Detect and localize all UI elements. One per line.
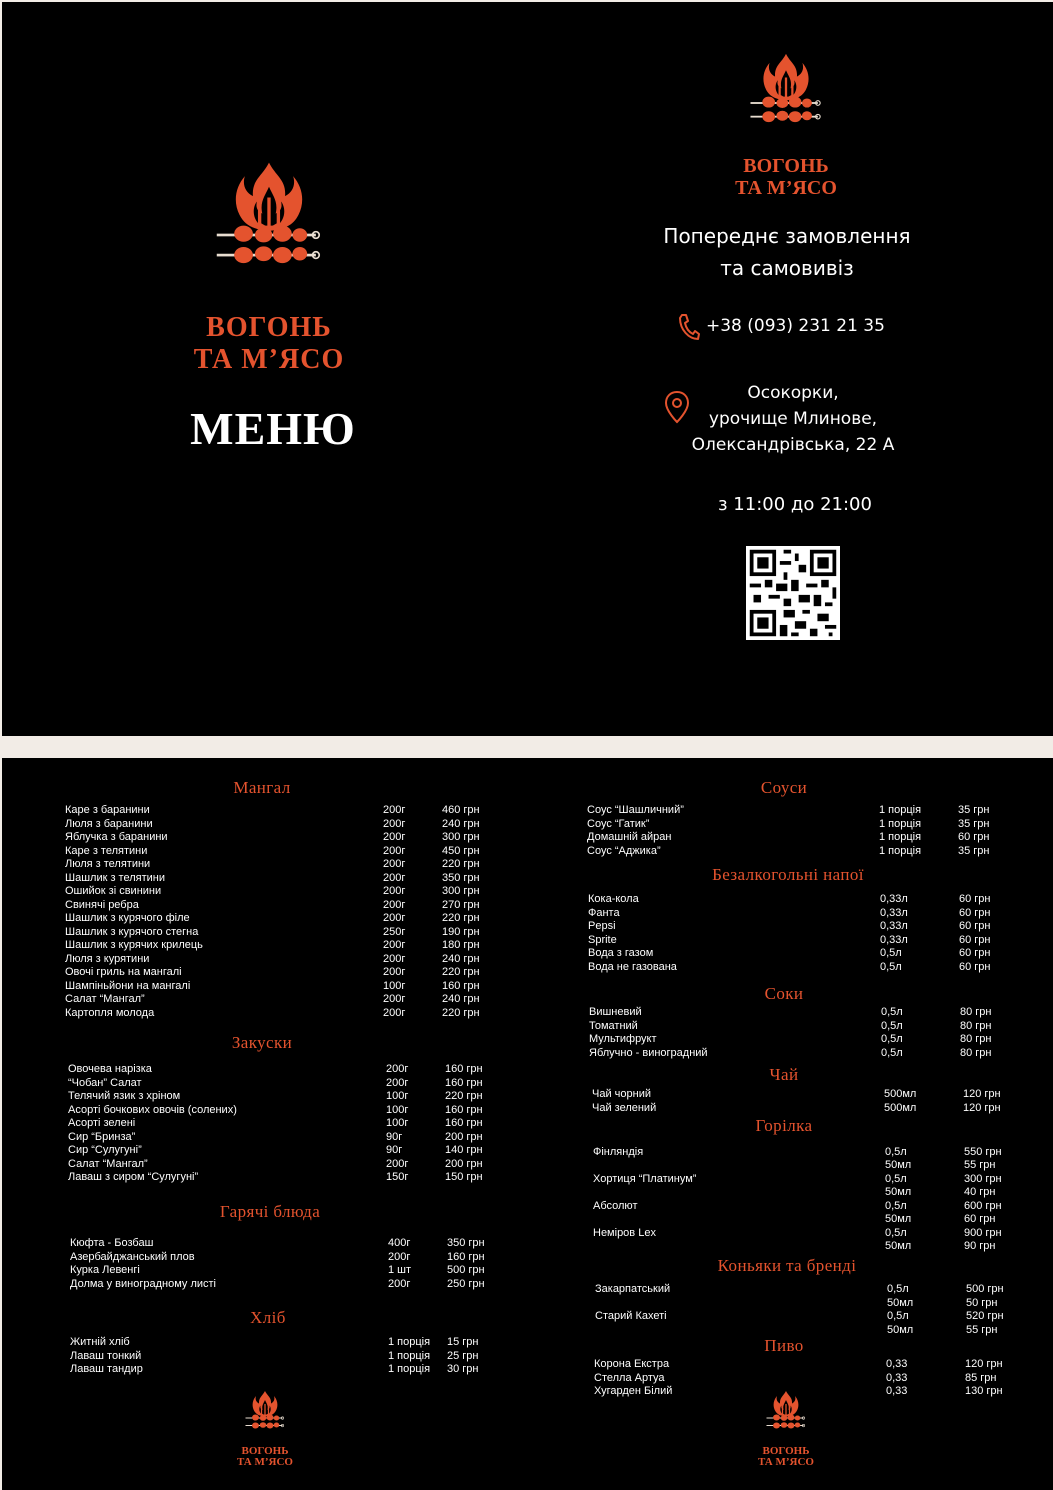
item-portion: 1 порція: [879, 831, 922, 843]
section-hot-items: [70, 1237, 510, 1291]
item-portion: 100г: [386, 1117, 409, 1129]
item-portion: 200г: [383, 966, 406, 978]
section-title-zakusky: Закуски: [231, 1033, 293, 1052]
menu-item-row: [68, 1077, 508, 1091]
menu-item-row: [594, 1358, 1034, 1372]
item-name: Фанта: [588, 906, 620, 919]
item-price: 300 грн: [442, 885, 480, 897]
item-name: Сир “Сулугуні”: [68, 1144, 142, 1156]
item-price: 60 грн: [959, 947, 991, 959]
item-price: 160 грн: [445, 1076, 483, 1089]
item-name: Вода з газом: [588, 947, 654, 959]
menu-item-row: [70, 1278, 510, 1292]
item-name: Салат “Мангал”: [68, 1157, 148, 1170]
item-name: Асорті бочкових овочів (солених): [68, 1103, 237, 1116]
menu-item-row: [65, 966, 505, 980]
item-name: Мультифрукт: [589, 1033, 657, 1045]
item-name: Вода не газована: [588, 960, 677, 973]
phone-number[interactable]: +38 (093) 231 21 35: [706, 316, 885, 336]
item-portion: 0,33л: [880, 933, 908, 946]
item-portion: 50мл: [885, 1240, 912, 1252]
section-zakusky-items: [68, 1063, 508, 1185]
item-portion: 100г: [386, 1103, 409, 1116]
menu-item-row: [68, 1090, 508, 1104]
item-portion: 500мл: [884, 1088, 917, 1100]
section-title-cognac: Коньяки та бренді: [717, 1256, 857, 1275]
item-portion: 0,5л: [885, 1145, 907, 1158]
menu-item-row: [65, 885, 505, 899]
menu-item-row: [587, 804, 1027, 818]
brand-name-line2: ТА М’ЯСО: [237, 1456, 293, 1468]
item-portion: 200г: [383, 912, 406, 924]
item-name: Каре з баранини: [65, 804, 150, 816]
menu-item-row: [68, 1104, 508, 1118]
item-name: Шашлик з курячих крилець: [65, 939, 203, 951]
brand-name-line2: ТА М’ЯСО: [735, 177, 837, 199]
item-portion: 50мл: [887, 1296, 914, 1309]
item-name: Корона Екстра: [594, 1358, 670, 1370]
item-portion: 0,5л: [885, 1199, 907, 1212]
section-title-soft: Безалкогольні напої: [712, 865, 864, 884]
item-portion: 200г: [386, 1063, 409, 1075]
item-name: Pepsi: [588, 920, 616, 932]
item-price: 500 грн: [447, 1264, 485, 1276]
menu-item-row: [68, 1117, 508, 1131]
item-portion: 250г: [383, 925, 406, 938]
menu-item-row: [65, 831, 505, 845]
menu-cover: [2, 2, 1053, 736]
item-portion: 1 порція: [879, 804, 922, 816]
section-title-beer: Пиво: [764, 1336, 804, 1355]
brand-logo-footer-left: [236, 1390, 294, 1468]
item-name: Картопля молода: [65, 1006, 155, 1019]
item-price: 80 грн: [960, 1006, 992, 1018]
menu-item-row: [65, 912, 505, 926]
item-price: 190 грн: [442, 925, 480, 938]
item-portion: 0,5л: [885, 1172, 907, 1185]
section-tea-items: [592, 1088, 1032, 1115]
menu-item-row: [65, 872, 505, 886]
item-price: 130 грн: [965, 1385, 1003, 1397]
menu-item-row: [587, 845, 1027, 859]
menu-item-row: [68, 1144, 508, 1158]
item-price: 60 грн: [959, 893, 991, 905]
menu-item-row: [70, 1264, 510, 1278]
menu-item-row: [595, 1283, 1035, 1297]
item-price: 250 грн: [447, 1277, 485, 1290]
qr-code[interactable]: [746, 546, 840, 640]
preorder-text: [642, 220, 932, 284]
item-name: Люля з баранини: [65, 817, 153, 830]
menu-item-row: [65, 953, 505, 967]
menu-item-row: [592, 1088, 1032, 1102]
item-name: Шашлик з телятини: [65, 871, 165, 884]
item-price: 160 грн: [445, 1103, 483, 1116]
item-price: 80 грн: [960, 1019, 992, 1032]
menu-item-row: [593, 1146, 1033, 1160]
flame-skewer-logo-icon: [192, 160, 346, 310]
item-name: Сир “Бринза”: [68, 1130, 136, 1143]
item-portion: 0,5л: [887, 1283, 909, 1295]
item-portion: 50мл: [885, 1213, 912, 1225]
menu-item-row: [595, 1297, 1035, 1311]
menu-item-row: [593, 1159, 1033, 1173]
item-price: 120 грн: [965, 1358, 1003, 1370]
item-price: 450 грн: [442, 844, 480, 857]
item-price: 15 грн: [447, 1336, 479, 1348]
menu-item-row: [70, 1336, 510, 1350]
item-portion: 200г: [388, 1277, 411, 1290]
item-portion: 1 порція: [388, 1336, 431, 1348]
item-price: 85 грн: [965, 1371, 997, 1384]
menu-item-row: [70, 1363, 510, 1377]
item-name: Лаваш з сиром “Сулугуні”: [68, 1171, 199, 1183]
menu-item-row: [589, 1033, 1029, 1047]
item-name: Вишневий: [589, 1006, 642, 1018]
section-title-vodka: Горілка: [755, 1116, 813, 1135]
item-portion: 100г: [383, 979, 406, 992]
item-price: 120 грн: [963, 1101, 1001, 1114]
item-name: Курка Левенгі: [70, 1264, 140, 1276]
item-price: 160 грн: [442, 979, 480, 992]
item-portion: 200г: [383, 1006, 406, 1019]
section-juices-items: [589, 1006, 1029, 1060]
item-portion: 0,5л: [881, 1046, 903, 1059]
section-title-mangal: Мангал: [233, 778, 291, 797]
item-name: Sprite: [588, 933, 617, 946]
item-name: Шампіньйони на мангалі: [65, 979, 191, 992]
item-portion: 0,5л: [880, 947, 902, 959]
item-price: 220 грн: [442, 966, 480, 978]
item-price: 240 грн: [442, 993, 480, 1005]
item-price: 35 грн: [958, 817, 990, 830]
item-name: Домашній айран: [587, 831, 672, 843]
item-price: 60 грн: [958, 831, 990, 843]
item-price: 220 грн: [445, 1090, 483, 1102]
item-portion: 0,33л: [880, 920, 908, 932]
item-portion: 0,33: [886, 1385, 908, 1397]
menu-item-row: [595, 1324, 1035, 1338]
item-portion: 200г: [383, 804, 406, 816]
item-price: 350 грн: [447, 1237, 485, 1249]
item-price: 55 грн: [966, 1323, 998, 1336]
qr-code-icon: [746, 546, 840, 640]
preorder-line-1: Попереднє замовлення: [663, 224, 911, 248]
item-price: 160 грн: [445, 1063, 483, 1075]
item-portion: 200г: [386, 1076, 409, 1089]
address-line-2: урочище Млинове,: [708, 409, 878, 429]
menu-item-row: [594, 1372, 1034, 1386]
item-portion: 200г: [383, 898, 406, 911]
item-portion: 0,5л: [887, 1310, 909, 1322]
flame-skewer-logo-icon: [734, 52, 838, 154]
item-portion: 200г: [383, 844, 406, 857]
item-name: Лаваш тонкий: [70, 1349, 142, 1362]
brand-name-line2: ТА М’ЯСО: [193, 344, 345, 375]
menu-inner: [2, 758, 1053, 1490]
menu-item-row: [589, 1006, 1029, 1020]
item-portion: 1 порція: [879, 844, 922, 857]
item-portion: 1 порція: [879, 817, 922, 830]
item-name: Овочі гриль на мангалі: [65, 966, 182, 978]
item-price: 160 грн: [445, 1117, 483, 1129]
item-price: 50 грн: [966, 1296, 998, 1309]
address-line-3: Олександрівська, 22 А: [691, 435, 895, 455]
item-price: 60 грн: [959, 906, 991, 919]
item-portion: 200г: [383, 858, 406, 870]
item-portion: 50мл: [885, 1159, 912, 1171]
section-bread-items: [70, 1336, 510, 1377]
item-name: Неміров Lex: [593, 1226, 656, 1239]
item-name: Телячий язик з хріном: [68, 1090, 181, 1102]
item-price: 60 грн: [959, 933, 991, 946]
item-name: Каре з телятини: [65, 844, 148, 857]
item-name: Яблучно - виноградний: [589, 1046, 708, 1059]
brand-logo-large: [192, 160, 346, 375]
menu-item-row: [65, 804, 505, 818]
menu-item-row: [595, 1310, 1035, 1324]
item-name: Абсолют: [593, 1199, 638, 1212]
item-name: Свинячі ребра: [65, 898, 139, 911]
item-price: 350 грн: [442, 871, 480, 884]
item-price: 240 грн: [442, 817, 480, 830]
menu-item-row: [65, 1007, 505, 1021]
item-price: 30 грн: [447, 1363, 479, 1375]
item-name: “Чобан” Салат: [68, 1076, 142, 1089]
brand-name-line1: ВОГОНЬ: [743, 155, 829, 177]
item-name: Овочева нарізка: [68, 1063, 152, 1075]
menu-item-row: [65, 939, 505, 953]
menu-item-row: [593, 1186, 1033, 1200]
item-name: Люля з курятини: [65, 952, 150, 965]
item-name: Хортиця “Платинум”: [593, 1172, 697, 1185]
item-price: 220 грн: [442, 858, 480, 870]
item-name: Салат “Мангал”: [65, 993, 145, 1005]
brand-logo-small: [734, 52, 838, 199]
item-price: 55 грн: [964, 1159, 996, 1171]
item-name: Стелла Артуа: [594, 1371, 665, 1384]
item-portion: 200г: [383, 831, 406, 843]
opening-hours: з 11:00 до 21:00: [718, 494, 872, 515]
menu-item-row: [592, 1102, 1032, 1116]
item-portion: 200г: [383, 817, 406, 830]
item-name: Асорті зелені: [68, 1117, 136, 1129]
menu-item-row: [589, 1047, 1029, 1061]
item-name: Хугарден Білий: [594, 1385, 673, 1397]
item-price: 60 грн: [959, 920, 991, 932]
item-price: 270 грн: [442, 898, 480, 911]
item-price: 220 грн: [442, 1006, 480, 1019]
item-price: 90 грн: [964, 1240, 996, 1252]
item-portion: 1 порція: [388, 1363, 431, 1375]
item-name: Кока-кола: [588, 893, 639, 905]
item-portion: 150г: [386, 1171, 409, 1183]
item-price: 160 грн: [447, 1250, 485, 1263]
item-price: 80 грн: [960, 1046, 992, 1059]
item-name: Соус “Аджика”: [587, 844, 661, 857]
item-name: Лаваш тандир: [70, 1363, 143, 1375]
item-portion: 200г: [383, 993, 406, 1005]
menu-item-row: [68, 1131, 508, 1145]
address: [682, 380, 904, 458]
menu-title: МЕНЮ: [190, 403, 356, 454]
item-price: 80 грн: [960, 1033, 992, 1045]
item-price: 220 грн: [442, 912, 480, 924]
section-title-tea: Чай: [769, 1065, 799, 1084]
item-portion: 200г: [386, 1157, 409, 1170]
item-name: Фінляндія: [593, 1145, 644, 1158]
menu-item-row: [588, 934, 1028, 948]
section-mangal-items: [65, 804, 505, 1020]
item-price: 140 грн: [445, 1144, 483, 1156]
menu-item-row: [588, 961, 1028, 975]
menu-item-row: [588, 907, 1028, 921]
item-price: 120 грн: [963, 1088, 1001, 1100]
item-price: 200 грн: [445, 1157, 483, 1170]
address-line-1: Осокорки,: [747, 383, 839, 403]
section-title-juices: Соки: [764, 984, 804, 1003]
item-price: 25 грн: [447, 1349, 479, 1362]
item-name: Чай чорний: [592, 1088, 651, 1100]
item-name: Ошийок зі свинини: [65, 885, 162, 897]
item-price: 200 грн: [445, 1130, 483, 1143]
item-price: 900 грн: [964, 1226, 1002, 1239]
item-price: 600 грн: [964, 1199, 1002, 1212]
menu-item-row: [65, 993, 505, 1007]
menu-item-row: [593, 1200, 1033, 1214]
item-portion: 0,5л: [885, 1226, 907, 1239]
item-name: Шашлик з курячого стегна: [65, 925, 199, 938]
menu-item-row: [593, 1240, 1033, 1254]
brand-name-line1: ВОГОНЬ: [241, 1445, 289, 1457]
menu-item-row: [588, 947, 1028, 961]
brand-name-line1: ВОГОНЬ: [206, 312, 332, 343]
section-title-sauces: Соуси: [760, 778, 808, 797]
menu-item-row: [65, 818, 505, 832]
phone-icon: [676, 312, 700, 342]
brand-logo-footer-right: [757, 1390, 815, 1468]
item-name: Кюфта - Бозбаш: [70, 1237, 154, 1249]
item-portion: 400г: [388, 1237, 411, 1249]
menu-item-row: [68, 1063, 508, 1077]
section-sauces-items: [587, 804, 1027, 858]
item-portion: 0,33: [886, 1371, 908, 1384]
item-portion: 90г: [386, 1130, 403, 1143]
menu-item-row: [65, 858, 505, 872]
item-price: 40 грн: [964, 1186, 996, 1198]
menu-item-row: [588, 920, 1028, 934]
item-price: 300 грн: [964, 1172, 1002, 1185]
item-portion: 0,5л: [880, 960, 902, 973]
item-name: Томатний: [589, 1019, 638, 1032]
item-portion: 0,5л: [881, 1006, 903, 1018]
item-price: 60 грн: [959, 960, 991, 973]
item-portion: 0,33л: [880, 906, 908, 919]
item-price: 180 грн: [442, 939, 480, 951]
item-name: Житній хліб: [70, 1336, 130, 1348]
item-name: Соус “Гатик”: [587, 817, 650, 830]
menu-item-row: [593, 1227, 1033, 1241]
item-portion: 0,33: [886, 1358, 908, 1370]
item-name: Закарпатський: [595, 1283, 671, 1295]
menu-item-row: [65, 926, 505, 940]
section-cognac-items: [595, 1283, 1035, 1337]
item-price: 500 грн: [966, 1283, 1004, 1295]
section-vodka-items: [593, 1132, 1033, 1254]
item-price: 35 грн: [958, 804, 990, 816]
menu-item-row: [593, 1213, 1033, 1227]
menu-item-row: [587, 818, 1027, 832]
menu-item-row: [70, 1350, 510, 1364]
menu-item-row: [593, 1173, 1033, 1187]
item-name: Яблучка з баранини: [65, 831, 168, 843]
menu-item-row: [70, 1237, 510, 1251]
menu-item-row: [70, 1251, 510, 1265]
menu-item-row: [587, 831, 1027, 845]
item-portion: 200г: [383, 952, 406, 965]
item-portion: 50мл: [887, 1323, 914, 1336]
item-name: Чай зелений: [592, 1101, 657, 1114]
menu-item-row: [65, 899, 505, 913]
item-price: 150 грн: [445, 1171, 483, 1183]
section-title-bread: Хліб: [250, 1308, 286, 1327]
section-soft-items: [588, 893, 1028, 974]
item-portion: 0,5л: [881, 1033, 903, 1045]
menu-item-row: [593, 1132, 1033, 1146]
item-name: Долма у виноградному листі: [70, 1277, 216, 1290]
brand-name-line1: ВОГОНЬ: [762, 1445, 810, 1457]
item-price: 550 грн: [964, 1145, 1002, 1158]
preorder-line-2: та самовивіз: [720, 256, 854, 280]
item-portion: 200г: [383, 939, 406, 951]
flame-skewer-logo-icon: [236, 1390, 294, 1446]
item-portion: 50мл: [885, 1186, 912, 1198]
item-price: 520 грн: [966, 1310, 1004, 1322]
item-portion: 100г: [386, 1090, 409, 1102]
item-price: 300 грн: [442, 831, 480, 843]
item-portion: 1 шт: [388, 1264, 412, 1276]
flame-skewer-logo-icon: [757, 1390, 815, 1446]
menu-item-row: [68, 1158, 508, 1172]
menu-item-row: [68, 1171, 508, 1185]
menu-item-row: [588, 893, 1028, 907]
item-portion: 90г: [386, 1144, 403, 1156]
item-name: Азербайджанський плов: [70, 1250, 195, 1263]
item-price: 460 грн: [442, 804, 480, 816]
item-portion: 0,5л: [881, 1019, 903, 1032]
item-name: Соус “Шашличний”: [587, 804, 684, 816]
menu-item-row: [65, 980, 505, 994]
item-portion: 1 порція: [388, 1349, 431, 1362]
item-name: Люля з телятини: [65, 858, 151, 870]
item-name: Старий Кахеті: [595, 1310, 667, 1322]
item-price: 240 грн: [442, 952, 480, 965]
item-portion: 500мл: [884, 1101, 917, 1114]
item-price: 60 грн: [964, 1213, 996, 1225]
item-name: Шашлик з курячого філе: [65, 912, 190, 924]
item-price: 35 грн: [958, 844, 990, 857]
item-portion: 200г: [383, 871, 406, 884]
item-portion: 0,33л: [880, 893, 908, 905]
menu-item-row: [65, 845, 505, 859]
item-portion: 200г: [388, 1250, 411, 1263]
item-portion: 200г: [383, 885, 406, 897]
menu-item-row: [589, 1020, 1029, 1034]
brand-name-line2: ТА М’ЯСО: [758, 1456, 814, 1468]
section-title-hot: Гарячі блюда: [219, 1202, 321, 1221]
